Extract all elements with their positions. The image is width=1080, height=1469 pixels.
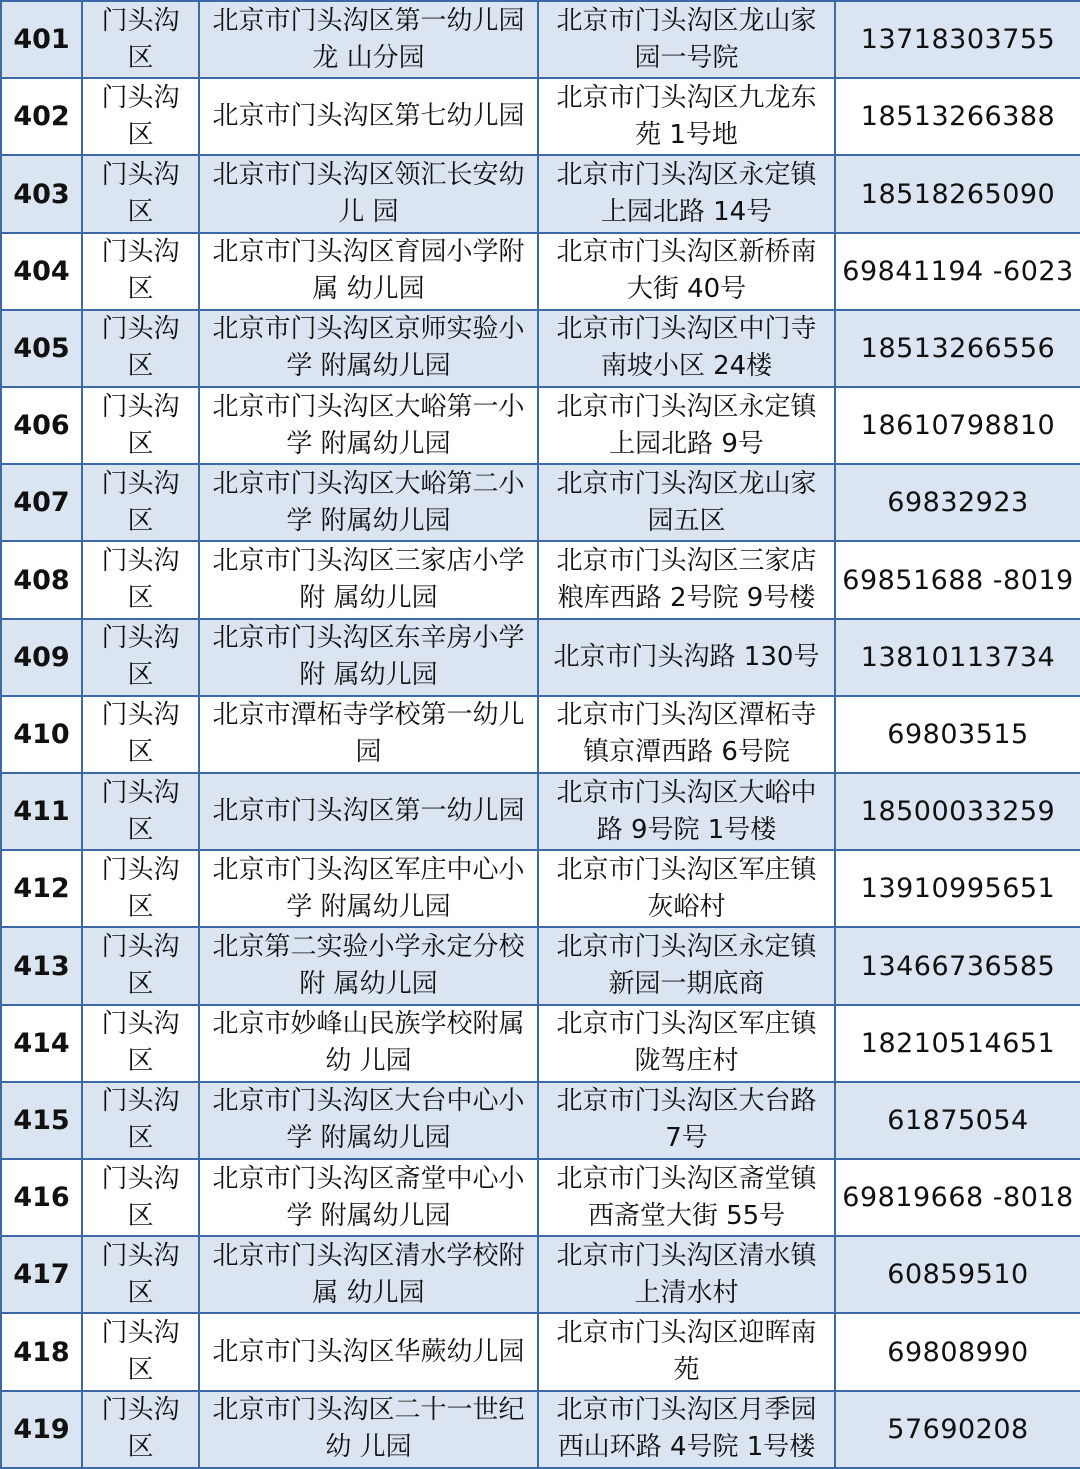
address-cell: 北京市门头沟区军庄镇陇驾庄村 <box>538 1005 835 1082</box>
kindergarten-name-cell: 北京市门头沟区军庄中心小学 附属幼儿园 <box>199 850 538 927</box>
phone-cell: 60859510 <box>835 1236 1080 1313</box>
address-cell: 北京市门头沟区清水镇上清水村 <box>538 1236 835 1313</box>
row-number-cell: 410 <box>1 696 82 773</box>
table-row <box>1 1159 1080 1236</box>
kindergarten-name-cell: 北京市门头沟区领汇长安幼儿 园 <box>199 155 538 232</box>
address-cell: 北京市门头沟区永定镇上园北路 9号 <box>538 387 835 464</box>
row-number-cell: 418 <box>1 1313 82 1390</box>
row-number-cell: 412 <box>1 850 82 927</box>
district-cell: 门头沟区 <box>82 1159 199 1236</box>
address-cell: 北京市门头沟区龙山家园五区 <box>538 464 835 541</box>
district-cell: 门头沟区 <box>82 1236 199 1313</box>
phone-cell: 57690208 <box>835 1391 1080 1468</box>
phone-cell: 69851688 -8019 <box>835 541 1080 618</box>
address-cell: 北京市门头沟区大峪中路 9号院 1号楼 <box>538 773 835 850</box>
table-row <box>1 927 1080 1004</box>
table-row <box>1 155 1080 232</box>
table-row <box>1 773 1080 850</box>
kindergarten-name-cell: 北京市妙峰山民族学校附属幼 儿园 <box>199 1005 538 1082</box>
kindergarten-name-cell: 北京市门头沟区大峪第一小学 附属幼儿园 <box>199 387 538 464</box>
address-cell: 北京市门头沟路 130号 <box>538 619 835 696</box>
phone-cell: 18513266388 <box>835 78 1080 155</box>
kindergarten-name-cell: 北京市门头沟区二十一世纪幼 儿园 <box>199 1391 538 1468</box>
row-number-cell: 414 <box>1 1005 82 1082</box>
table-row <box>1 1082 1080 1159</box>
row-number-cell: 405 <box>1 310 82 387</box>
row-number-cell: 409 <box>1 619 82 696</box>
phone-cell: 18518265090 <box>835 155 1080 232</box>
phone-cell: 69803515 <box>835 696 1080 773</box>
phone-cell: 69819668 -8018 <box>835 1159 1080 1236</box>
row-number-cell: 404 <box>1 233 82 310</box>
table-row <box>1 1005 1080 1082</box>
phone-cell: 13910995651 <box>835 850 1080 927</box>
phone-cell: 69808990 <box>835 1313 1080 1390</box>
kindergarten-name-cell: 北京市潭柘寺学校第一幼儿园 <box>199 696 538 773</box>
kindergarten-name-cell: 北京市门头沟区育园小学附属 幼儿园 <box>199 233 538 310</box>
district-cell: 门头沟区 <box>82 78 199 155</box>
address-cell: 北京市门头沟区永定镇新园一期底商 <box>538 927 835 1004</box>
table-row <box>1 387 1080 464</box>
district-cell: 门头沟区 <box>82 1313 199 1390</box>
district-cell: 门头沟区 <box>82 619 199 696</box>
address-cell: 北京市门头沟区月季园西山环路 4号院 1号楼 <box>538 1391 835 1468</box>
kindergarten-name-cell: 北京市门头沟区第一幼儿园 <box>199 773 538 850</box>
phone-cell: 18210514651 <box>835 1005 1080 1082</box>
district-cell: 门头沟区 <box>82 773 199 850</box>
table-row <box>1 310 1080 387</box>
table-row <box>1 619 1080 696</box>
phone-cell: 18610798810 <box>835 387 1080 464</box>
kindergarten-name-cell: 北京市门头沟区大台中心小学 附属幼儿园 <box>199 1082 538 1159</box>
address-cell: 北京市门头沟区军庄镇灰峪村 <box>538 850 835 927</box>
row-number-cell: 413 <box>1 927 82 1004</box>
address-cell: 北京市门头沟区迎晖南苑 <box>538 1313 835 1390</box>
district-cell: 门头沟区 <box>82 541 199 618</box>
phone-cell: 18513266556 <box>835 310 1080 387</box>
row-number-cell: 417 <box>1 1236 82 1313</box>
row-number-cell: 411 <box>1 773 82 850</box>
district-cell: 门头沟区 <box>82 696 199 773</box>
table-row <box>1 696 1080 773</box>
kindergarten-name-cell: 北京市门头沟区京师实验小学 附属幼儿园 <box>199 310 538 387</box>
table-row <box>1 850 1080 927</box>
district-cell: 门头沟区 <box>82 850 199 927</box>
address-cell: 北京市门头沟区潭柘寺镇京潭西路 6号院 <box>538 696 835 773</box>
table-row <box>1 1 1080 78</box>
row-number-cell: 416 <box>1 1159 82 1236</box>
table-row <box>1 541 1080 618</box>
row-number-cell: 408 <box>1 541 82 618</box>
table-row <box>1 233 1080 310</box>
kindergarten-name-cell: 北京第二实验小学永定分校附 属幼儿园 <box>199 927 538 1004</box>
district-cell: 门头沟区 <box>82 233 199 310</box>
address-cell: 北京市门头沟区中门寺南坡小区 24楼 <box>538 310 835 387</box>
phone-cell: 13466736585 <box>835 927 1080 1004</box>
address-cell: 北京市门头沟区九龙东苑 1号地 <box>538 78 835 155</box>
table-row <box>1 1391 1080 1468</box>
phone-cell: 13718303755 <box>835 1 1080 78</box>
address-cell: 北京市门头沟区龙山家园一号院 <box>538 1 835 78</box>
address-cell: 北京市门头沟区新桥南大街 40号 <box>538 233 835 310</box>
address-cell: 北京市门头沟区永定镇上园北路 14号 <box>538 155 835 232</box>
address-cell: 北京市门头沟区三家店粮库西路 2号院 9号楼 <box>538 541 835 618</box>
kindergarten-name-cell: 北京市门头沟区大峪第二小学 附属幼儿园 <box>199 464 538 541</box>
phone-cell: 61875054 <box>835 1082 1080 1159</box>
district-cell: 门头沟区 <box>82 310 199 387</box>
row-number-cell: 403 <box>1 155 82 232</box>
row-number-cell: 406 <box>1 387 82 464</box>
phone-cell: 69832923 <box>835 464 1080 541</box>
district-cell: 门头沟区 <box>82 1 199 78</box>
table-row <box>1 78 1080 155</box>
table-row <box>1 1236 1080 1313</box>
kindergarten-name-cell: 北京市门头沟区第一幼儿园龙 山分园 <box>199 1 538 78</box>
district-cell: 门头沟区 <box>82 387 199 464</box>
district-cell: 门头沟区 <box>82 1005 199 1082</box>
table-body <box>1 1 1080 1468</box>
row-number-cell: 402 <box>1 78 82 155</box>
phone-cell: 13810113734 <box>835 619 1080 696</box>
kindergarten-name-cell: 北京市门头沟区华蕨幼儿园 <box>199 1313 538 1390</box>
row-number-cell: 401 <box>1 1 82 78</box>
row-number-cell: 407 <box>1 464 82 541</box>
row-number-cell: 415 <box>1 1082 82 1159</box>
district-cell: 门头沟区 <box>82 464 199 541</box>
district-cell: 门头沟区 <box>82 1082 199 1159</box>
district-cell: 门头沟区 <box>82 927 199 1004</box>
table-row <box>1 1313 1080 1390</box>
row-number-cell: 419 <box>1 1391 82 1468</box>
phone-cell: 18500033259 <box>835 773 1080 850</box>
kindergarten-name-cell: 北京市门头沟区斋堂中心小学 附属幼儿园 <box>199 1159 538 1236</box>
address-cell: 北京市门头沟区斋堂镇西斋堂大街 55号 <box>538 1159 835 1236</box>
address-cell: 北京市门头沟区大台路 7号 <box>538 1082 835 1159</box>
district-cell: 门头沟区 <box>82 155 199 232</box>
kindergarten-name-cell: 北京市门头沟区东辛房小学附 属幼儿园 <box>199 619 538 696</box>
kindergarten-name-cell: 北京市门头沟区清水学校附属 幼儿园 <box>199 1236 538 1313</box>
kindergarten-name-cell: 北京市门头沟区第七幼儿园 <box>199 78 538 155</box>
phone-cell: 69841194 -6023 <box>835 233 1080 310</box>
district-cell: 门头沟区 <box>82 1391 199 1468</box>
kindergarten-name-cell: 北京市门头沟区三家店小学附 属幼儿园 <box>199 541 538 618</box>
table-row <box>1 464 1080 541</box>
